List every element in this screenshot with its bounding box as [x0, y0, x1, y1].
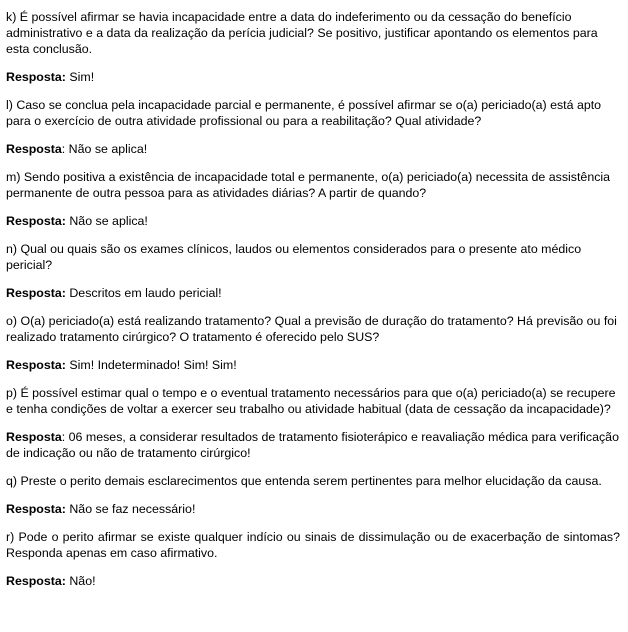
- answer-m: [6, 213, 620, 229]
- answer-text: Não!: [65, 574, 96, 588]
- answer-text: Não se aplica!: [65, 214, 148, 228]
- question-r: r) Pode o perito afirmar se existe qualquer indício ou sinais de dissimulação ou de exacerbação de sintomas? Responda apenas em caso afirmativo.: [6, 530, 620, 560]
- question-q: q) Preste o perito demais esclarecimentos que entenda serem pertinentes para melhor elucidação da causa.: [6, 474, 602, 488]
- answer-o: [6, 357, 620, 373]
- answer-r: [6, 573, 620, 589]
- answer-n: [6, 285, 620, 301]
- question-l: l) Caso se conclua pela incapacidade parcial e permanente, é possível afirmar se o(a) periciado(a) está apto para o exercício de outra atividade profissional ou para a reabilitação? Qual atividade?: [6, 98, 602, 128]
- document-page: [6, 9, 620, 601]
- answer-label: Resposta:: [6, 574, 66, 588]
- question-o: o) O(a) periciado(a) está realizando tratamento? Qual a previsão de duração do tratamento? Há previsão ou foi realizado tratamento cirúrgico? O tratamento é oferecido pelo SUS?: [6, 314, 617, 344]
- answer-label: Resposta: [6, 142, 62, 156]
- answer-k: [6, 69, 620, 85]
- answer-text: Descritos em laudo pericial!: [65, 286, 222, 300]
- question-p: p) É possível estimar qual o tempo e o eventual tratamento necessários para que o(a) periciado(a) se recupere e tenha condições de voltar a exercer seu trabalho ou atividade habitual (data de cessação da incapacidade)?: [6, 386, 616, 416]
- question-k: k) É possível afirmar se havia incapacidade entre a data do indeferimento ou da cessação do benefício administrativo e a data da realização da perícia judicial? Se positivo, justificar apontando os elementos para esta conclusão.: [6, 10, 598, 56]
- answer-text: : Não se aplica!: [61, 142, 148, 156]
- answer-text: : 06 meses, a considerar resultados de tratamento fisioterápico e reavaliação médica para verificação de indicação ou não de tratamento cirúrgico!: [6, 430, 619, 460]
- answer-text: Sim!: [65, 70, 95, 84]
- answer-p: [6, 429, 620, 461]
- answer-label: Resposta: [6, 430, 62, 444]
- answer-label: Resposta:: [6, 214, 66, 228]
- answer-l: [6, 141, 620, 157]
- answer-q: [6, 501, 620, 517]
- answer-label: Resposta:: [6, 358, 66, 372]
- question-n: n) Qual ou quais são os exames clínicos, laudos ou elementos considerados para o presente ato médico pericial?: [6, 242, 582, 272]
- answer-text: Sim! Indeterminado! Sim! Sim!: [65, 358, 237, 372]
- answer-label: Resposta:: [6, 502, 66, 516]
- answer-label: Resposta:: [6, 70, 66, 84]
- answer-text: Não se faz necessário!: [65, 502, 196, 516]
- answer-label: Resposta:: [6, 286, 66, 300]
- question-m: m) Sendo positiva a existência de incapacidade total e permanente, o(a) periciado(a) necessita de assistência permanente de outra pessoa para as atividades diárias? A partir de quando?: [6, 170, 611, 200]
